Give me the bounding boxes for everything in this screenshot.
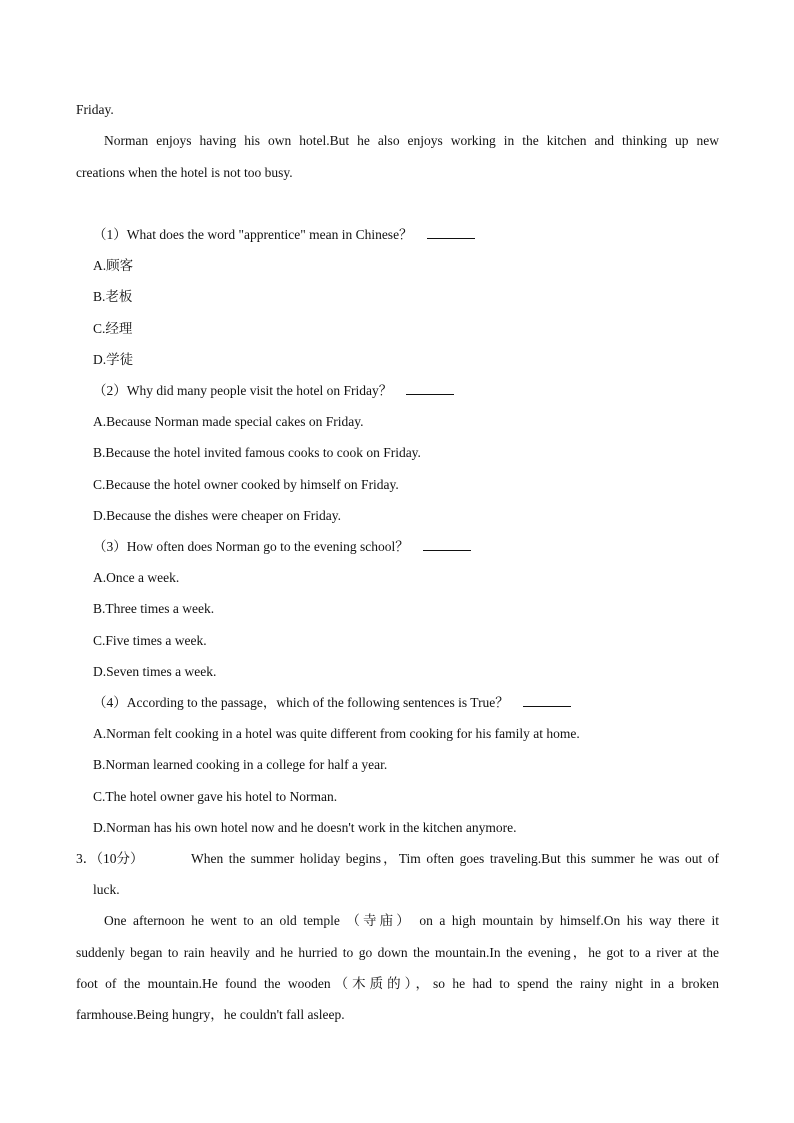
- option-2b: B.Because the hotel invited famous cooks to cook on Friday.: [93, 445, 421, 460]
- option-3a: A.Once a week.: [93, 570, 180, 585]
- section-number: 3．（10分）: [76, 851, 144, 866]
- answer-blank[interactable]: [406, 381, 454, 395]
- passage-line: creations when the hotel is not too busy.: [76, 165, 293, 180]
- passage-line: suddenly began to rain heavily and he hurried to go down the mountain.In the evening，he got to a river at the: [76, 945, 719, 960]
- question-stem: （4）According to the passage，which of the following sentences is True？: [93, 695, 509, 710]
- option-1b: B.老板: [93, 289, 133, 304]
- option-4c: C.The hotel owner gave his hotel to Norman.: [93, 789, 338, 804]
- question-4: [93, 693, 571, 713]
- question-3: [93, 537, 471, 557]
- answer-blank[interactable]: [423, 537, 471, 551]
- answer-blank[interactable]: [523, 693, 571, 707]
- answer-blank[interactable]: [427, 225, 475, 239]
- option-1d: D.学徒: [93, 352, 134, 367]
- option-3b: B.Three times a week.: [93, 601, 215, 616]
- option-3d: D.Seven times a week.: [93, 664, 217, 679]
- question-2: [93, 381, 454, 401]
- passage-line: Norman enjoys having his own hotel.But he also enjoys working in the kitchen and thinking up new: [104, 133, 719, 148]
- section-intro-line: luck.: [93, 882, 120, 897]
- section-intro-line: When the summer holiday begins，Tim often goes traveling.But this summer he was out of: [191, 851, 719, 866]
- option-1a: A.顾客: [93, 258, 134, 273]
- option-4a: A.Norman felt cooking in a hotel was quite different from cooking for his family at home.: [93, 726, 580, 741]
- passage-line: foot of the mountain.He found the wooden（木质的），so he had to spend the rainy night in a broken: [76, 976, 719, 991]
- question-stem: （1）What does the word "apprentice" mean in Chinese？: [93, 227, 413, 242]
- option-2c: C.Because the hotel owner cooked by himself on Friday.: [93, 477, 399, 492]
- question-stem: （3）How often does Norman go to the evening school？: [93, 539, 409, 554]
- passage-line: farmhouse.Being hungry，he couldn't fall asleep.: [76, 1007, 345, 1022]
- option-2d: D.Because the dishes were cheaper on Friday.: [93, 508, 342, 523]
- option-3c: C.Five times a week.: [93, 633, 207, 648]
- option-4b: B.Norman learned cooking in a college for half a year.: [93, 757, 388, 772]
- option-1c: C.经理: [93, 321, 133, 336]
- option-2a: A.Because Norman made special cakes on Friday.: [93, 414, 364, 429]
- question-1: [93, 225, 475, 245]
- option-4d: D.Norman has his own hotel now and he doesn't work in the kitchen anymore.: [93, 820, 517, 835]
- question-stem: （2）Why did many people visit the hotel on Friday？: [93, 383, 393, 398]
- passage-line: One afternoon he went to an old temple （寺庙） on a high mountain by himself.On his way there it: [104, 913, 719, 928]
- passage-line: Friday.: [76, 102, 114, 117]
